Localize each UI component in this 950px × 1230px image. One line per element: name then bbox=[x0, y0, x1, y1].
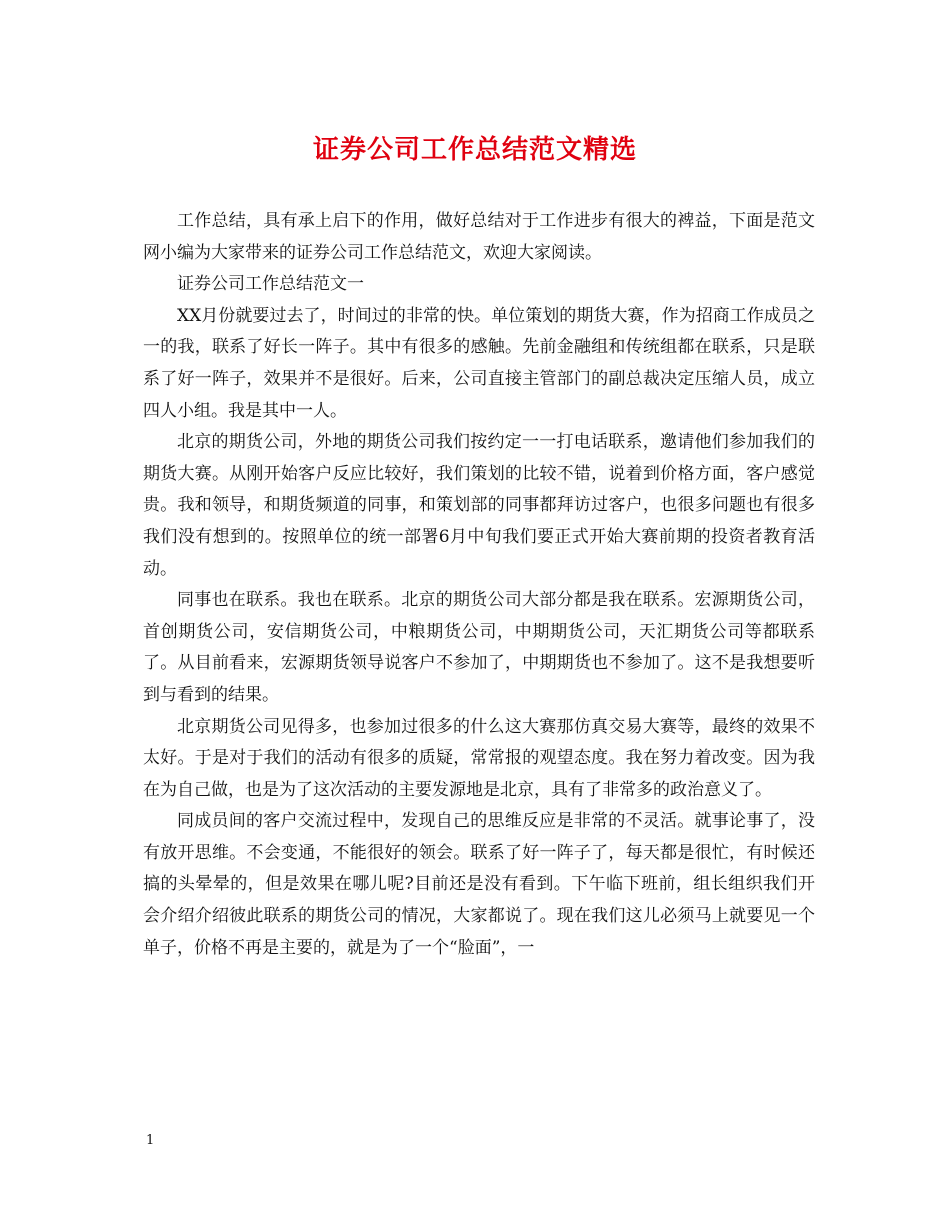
paragraph: 北京的期货公司，外地的期货公司我们按约定一一打电话联系，邀请他们参加我们的期货大赛。从刚开始客户反应比较好，我们策划的比较不错，说着到价格方面，客户感觉贵。我和领导，和期货频道的同事，和策划部的同事都拜访过客户，也很多问题也有很多我们没有想到的。按照单位的统一部署6月中旬我们要正式开始大赛前期的投资者教育活动。 bbox=[143, 432, 815, 579]
paragraph: 同成员间的客户交流过程中，发现自己的思维反应是非常的不灵活。就事论事了，没有放开思维。不会变通，不能很好的领会。联系了好一阵子了，每天都是很忙，有时候还搞的头晕晕的，但是效果在哪儿呢?目前还是没有看到。下午临下班前，组长组织我们开会介绍介绍彼此联系的期货公司的情况，大家都说了。现在我们这儿必须马上就要见一个单子，价格不再是主要的，就是为了一个“脸面”，一 bbox=[143, 811, 815, 958]
paragraph: 北京期货公司见得多，也参加过很多的什么这大赛那仿真交易大赛等，最终的效果不太好。于是对于我们的活动有很多的质疑，常常报的观望态度。我在努力着改变。因为我在为自己做，也是为了这次活动的主要发源地是北京，具有了非常多的政治意义了。 bbox=[143, 716, 815, 800]
document-title: 证券公司工作总结范文精选 bbox=[312, 135, 637, 165]
page-number: 1 bbox=[146, 1133, 155, 1148]
paragraph: XX月份就要过去了，时间过的非常的快。单位策划的期货大赛，作为招商工作成员之一的我，联系了好长一阵子。其中有很多的感触。先前金融组和传统组都在联系，只是联系了好一阵子，效果并不是很好。后来，公司直接主管部门的副总裁决定压缩人员，成立四人小组。我是其中一人。 bbox=[143, 305, 815, 421]
paragraph: 同事也在联系。我也在联系。北京的期货公司大部分都是我在联系。宏源期货公司，首创期货公司，安信期货公司，中粮期货公司，中期期货公司，天汇期货公司等都联系了。从目前看来，宏源期货领导说客户不参加了，中期期货也不参加了。这不是我想要听到与看到的结果。 bbox=[143, 590, 815, 705]
section-heading: 证券公司工作总结范文一 bbox=[177, 274, 364, 295]
paragraph-intro: 工作总结，具有承上启下的作用，做好总结对于工作进步有很大的裨益，下面是范文网小编为大家带来的证券公司工作总结范文，欢迎大家阅读。 bbox=[143, 211, 815, 263]
document-body bbox=[143, 206, 815, 964]
